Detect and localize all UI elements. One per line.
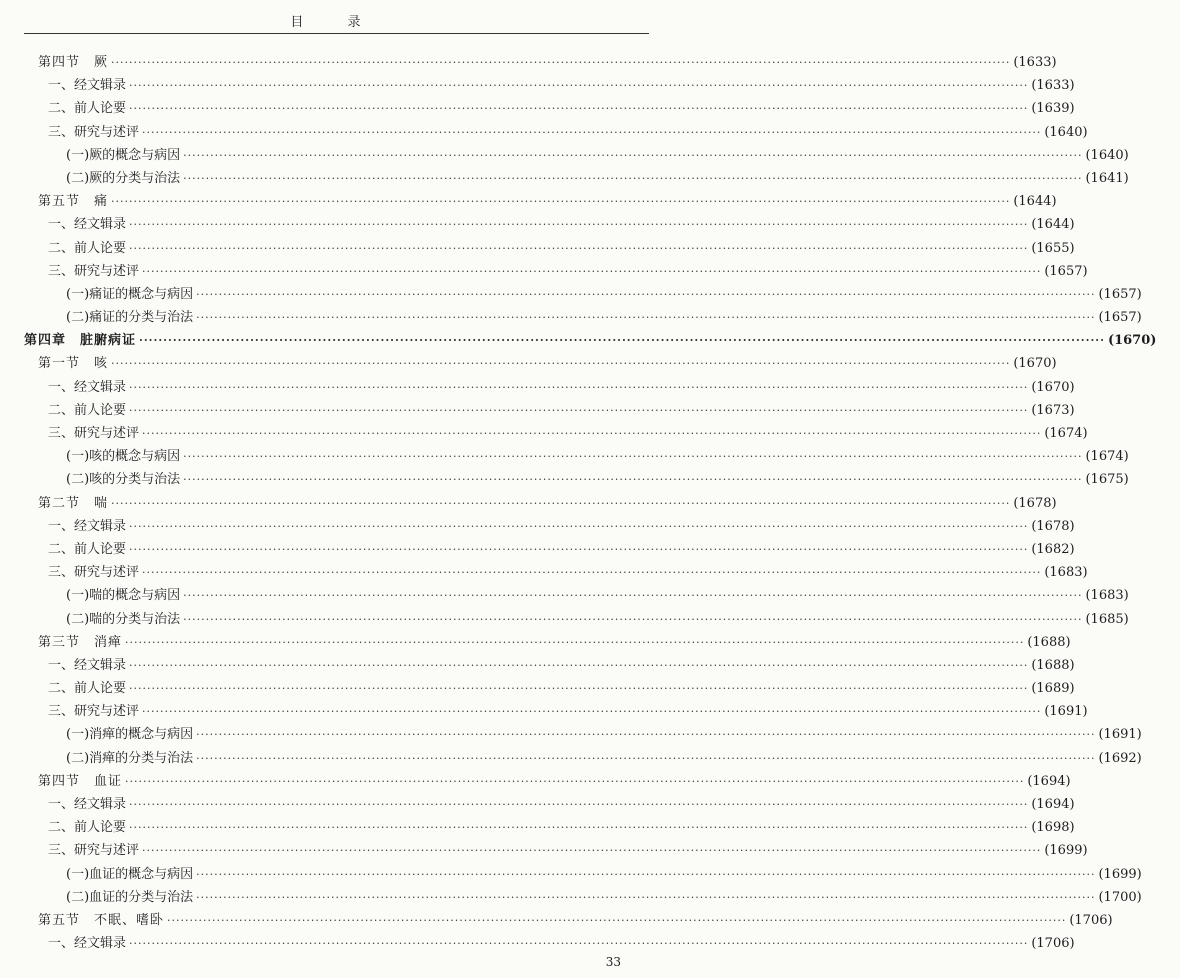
header-rule (24, 33, 649, 34)
toc-subsection-entry[interactable] (0, 793, 1075, 816)
toc-entry-page: (1641) (1085, 170, 1129, 186)
toc-section-entry[interactable] (0, 51, 1057, 74)
toc-section-entry[interactable] (0, 909, 1113, 932)
toc-subsection-entry[interactable] (0, 376, 1075, 399)
toc-entry-title: 第一节 咳 (38, 356, 109, 372)
toc-entry-page: (1698) (1031, 820, 1075, 836)
toc-entry-page: (1640) (1085, 147, 1129, 163)
toc-entry-title: 第五节 痛 (38, 194, 109, 210)
dot-leader: ········································································································································································································ (129, 937, 1029, 951)
dot-leader: ········································································································································································································ (142, 264, 1042, 278)
toc-entry-title: 一、经文辑录 (48, 379, 127, 395)
dot-leader: ········································································································································································································ (142, 566, 1042, 580)
toc-entry-title: (二)消瘅的分类与治法 (66, 750, 194, 766)
dot-leader: ········································································································································································································ (183, 473, 1083, 487)
toc-subsection-entry[interactable] (0, 747, 1142, 770)
dot-leader: ········································································································································································································ (129, 542, 1029, 556)
toc-entry-page: (1670) (1107, 333, 1157, 349)
toc-entry-page: (1678) (1031, 518, 1075, 534)
toc-section-entry[interactable] (0, 352, 1057, 375)
toc-entry-page: (1699) (1098, 866, 1142, 882)
toc-entry-page: (1644) (1013, 194, 1057, 210)
toc-entry-title: 一、经文辑录 (48, 797, 127, 812)
dot-leader: ········································································································································································································ (183, 589, 1083, 603)
toc-entry-page: (1683) (1044, 565, 1088, 581)
toc-entry-title: 第三节 消瘅 (38, 634, 123, 650)
toc-chapter-entry[interactable] (0, 329, 1157, 352)
toc-entry-title: 二、前人论要 (48, 820, 127, 836)
toc-entry-page: (1644) (1031, 217, 1075, 233)
page-number: 33 (605, 955, 621, 969)
toc-entry-title: 第四章 脏腑病证 (24, 333, 137, 349)
toc-entry-title: 二、前人论要 (48, 101, 127, 117)
toc-section-entry[interactable] (0, 631, 1071, 654)
toc-entry-title: 二、前人论要 (48, 402, 127, 418)
dot-leader: ········································································································································································································ (196, 311, 1096, 325)
dot-leader: ········································································································································································································ (196, 728, 1096, 742)
toc-entry-title: (一)喘的概念与病因 (66, 588, 181, 604)
toc-subsection-entry[interactable] (0, 515, 1075, 538)
toc-subsection-entry[interactable] (0, 445, 1129, 468)
toc-entry-page: (1674) (1085, 449, 1129, 465)
toc-subsection-entry[interactable] (0, 260, 1088, 283)
toc-entry-page: (1688) (1031, 657, 1075, 673)
toc-subsection-entry[interactable] (0, 283, 1142, 306)
toc-entry-page: (1678) (1013, 495, 1057, 511)
dot-leader: ········································································································································································································ (183, 171, 1083, 185)
toc-entry-title: 二、前人论要 (48, 541, 127, 557)
dot-leader: ········································································································································································································ (139, 334, 1105, 348)
toc-entry-title: 三、研究与述评 (48, 263, 140, 279)
toc-entry-title: 第四节 厥 (38, 55, 109, 70)
toc-entry-page: (1673) (1031, 402, 1075, 418)
toc-subsection-entry[interactable] (0, 723, 1142, 746)
dot-leader: ········································································································································································································ (129, 798, 1029, 811)
dot-leader: ········································································································································································································ (111, 56, 1011, 69)
dot-leader: ········································································································································································································ (125, 774, 1025, 788)
toc-subsection-entry[interactable] (0, 468, 1129, 491)
toc-entry-title: (二)喘的分类与治法 (66, 611, 181, 627)
toc-entry-page: (1689) (1031, 681, 1075, 697)
toc-subsection-entry[interactable] (0, 538, 1075, 561)
dot-leader: ········································································································································································································ (196, 287, 1096, 301)
toc-subsection-entry[interactable] (0, 121, 1088, 144)
toc-entry-page: (1688) (1027, 634, 1071, 650)
dot-leader: ········································································································································································································ (111, 357, 1011, 371)
toc-entry-title: 第二节 喘 (38, 495, 109, 511)
dot-leader: ········································································································································································································ (129, 380, 1029, 394)
dot-leader: ········································································································································································································ (125, 635, 1025, 649)
toc-entry-page: (1683) (1085, 588, 1129, 604)
toc-entry-title: 二、前人论要 (48, 681, 127, 697)
page-header-title: 目 录 (290, 15, 381, 30)
toc-section-entry[interactable] (0, 770, 1071, 793)
dot-leader: ········································································································································································································ (111, 496, 1011, 510)
toc-subsection-entry[interactable] (0, 213, 1075, 236)
toc-entry-title: 第四节 血证 (38, 773, 123, 789)
dot-leader: ········································································································································································································ (142, 427, 1042, 440)
toc-section-entry[interactable] (0, 190, 1057, 213)
toc-entry-title: (一)痛证的概念与病因 (66, 286, 194, 302)
toc-entry-title: (二)咳的分类与治法 (66, 472, 181, 488)
toc-entry-page: (1694) (1031, 797, 1075, 812)
toc-entry-title: 二、前人论要 (48, 240, 127, 256)
table-of-contents (0, 51, 1157, 955)
dot-leader: ········································································································································································································ (129, 79, 1029, 93)
dot-leader: ········································································································································································································ (129, 682, 1029, 696)
toc-entry-page: (1633) (1013, 55, 1057, 70)
toc-entry-page: (1670) (1013, 356, 1057, 372)
toc-subsection-entry[interactable] (0, 306, 1142, 329)
toc-entry-title: (一)咳的概念与病因 (66, 449, 181, 465)
dot-leader: ········································································································································································································ (142, 844, 1042, 858)
dot-leader: ········································································································································································································ (129, 658, 1029, 672)
toc-entry-title: 三、研究与述评 (48, 843, 140, 859)
dot-leader: ········································································································································································································ (142, 705, 1042, 719)
dot-leader: ········································································································································································································ (129, 519, 1029, 533)
toc-subsection-entry[interactable] (0, 932, 1075, 955)
toc-subsection-entry[interactable] (0, 886, 1142, 909)
dot-leader: ········································································································································································································ (111, 195, 1011, 209)
toc-subsection-entry[interactable] (0, 167, 1129, 190)
toc-subsection-entry[interactable] (0, 816, 1075, 839)
toc-entry-page: (1700) (1098, 889, 1142, 905)
toc-subsection-entry[interactable] (0, 144, 1129, 167)
toc-entry-title: 三、研究与述评 (48, 426, 140, 441)
toc-subsection-entry[interactable] (0, 74, 1075, 97)
dot-leader: ········································································································································································································ (183, 450, 1083, 464)
toc-entry-title: (一)血证的概念与病因 (66, 866, 194, 882)
toc-entry-title: (一)厥的概念与病因 (66, 147, 181, 163)
toc-entry-title: 第五节 不眠、嗜卧 (38, 912, 165, 928)
dot-leader: ········································································································································································································ (129, 403, 1029, 417)
toc-entry-page: (1657) (1098, 310, 1142, 326)
toc-subsection-entry[interactable] (0, 399, 1075, 422)
toc-entry-title: 一、经文辑录 (48, 78, 127, 94)
dot-leader: ········································································································································································································ (183, 612, 1083, 626)
toc-entry-title: 一、经文辑录 (48, 936, 127, 952)
toc-entry-page: (1691) (1098, 727, 1142, 743)
toc-entry-page: (1657) (1044, 263, 1088, 279)
toc-entry-page: (1633) (1031, 78, 1075, 94)
toc-subsection-entry[interactable] (0, 700, 1088, 723)
toc-entry-title: 三、研究与述评 (48, 704, 140, 720)
toc-entry-title: (二)痛证的分类与治法 (66, 310, 194, 326)
toc-entry-title: 一、经文辑录 (48, 518, 127, 534)
toc-entry-page: (1670) (1031, 379, 1075, 395)
toc-entry-page: (1640) (1044, 124, 1088, 140)
dot-leader: ········································································································································································································ (196, 751, 1096, 765)
toc-entry-page: (1706) (1031, 936, 1075, 952)
toc-subsection-entry[interactable] (0, 608, 1129, 631)
toc-subsection-entry[interactable] (0, 839, 1088, 862)
toc-subsection-entry[interactable] (0, 584, 1129, 607)
dot-leader: ········································································································································································································ (142, 125, 1042, 139)
dot-leader: ········································································································································································································ (129, 102, 1029, 116)
toc-entry-title: (一)消瘅的概念与病因 (66, 727, 194, 743)
toc-entry-page: (1706) (1069, 912, 1113, 928)
dot-leader: ········································································································································································································ (167, 913, 1067, 927)
toc-subsection-entry[interactable] (0, 654, 1075, 677)
toc-entry-title: 三、研究与述评 (48, 565, 140, 581)
toc-entry-page: (1699) (1044, 843, 1088, 859)
dot-leader: ········································································································································································································ (196, 890, 1096, 904)
toc-subsection-entry[interactable] (0, 422, 1088, 445)
dot-leader: ········································································································································································································ (129, 821, 1029, 835)
dot-leader: ········································································································································································································ (196, 867, 1096, 881)
toc-entry-title: 一、经文辑录 (48, 657, 127, 673)
toc-subsection-entry[interactable] (0, 237, 1075, 260)
toc-entry-page: (1682) (1031, 541, 1075, 557)
toc-entry-page: (1655) (1031, 240, 1075, 256)
toc-entry-title: 三、研究与述评 (48, 124, 140, 140)
toc-entry-page: (1692) (1098, 750, 1142, 766)
toc-entry-title: (二)厥的分类与治法 (66, 170, 181, 186)
toc-entry-page: (1685) (1085, 611, 1129, 627)
toc-entry-page: (1639) (1031, 101, 1075, 117)
toc-entry-page: (1674) (1044, 426, 1088, 441)
toc-entry-title: 一、经文辑录 (48, 217, 127, 233)
toc-entry-title: (二)血证的分类与治法 (66, 889, 194, 905)
dot-leader: ········································································································································································································ (129, 241, 1029, 255)
toc-entry-page: (1691) (1044, 704, 1088, 720)
toc-subsection-entry[interactable] (0, 97, 1075, 120)
toc-subsection-entry[interactable] (0, 677, 1075, 700)
toc-entry-page: (1694) (1027, 773, 1071, 789)
dot-leader: ········································································································································································································ (129, 218, 1029, 232)
toc-subsection-entry[interactable] (0, 561, 1088, 584)
dot-leader: ········································································································································································································ (183, 148, 1083, 162)
toc-section-entry[interactable] (0, 492, 1057, 515)
toc-entry-page: (1675) (1085, 472, 1129, 488)
toc-entry-page: (1657) (1098, 286, 1142, 302)
toc-subsection-entry[interactable] (0, 863, 1142, 886)
